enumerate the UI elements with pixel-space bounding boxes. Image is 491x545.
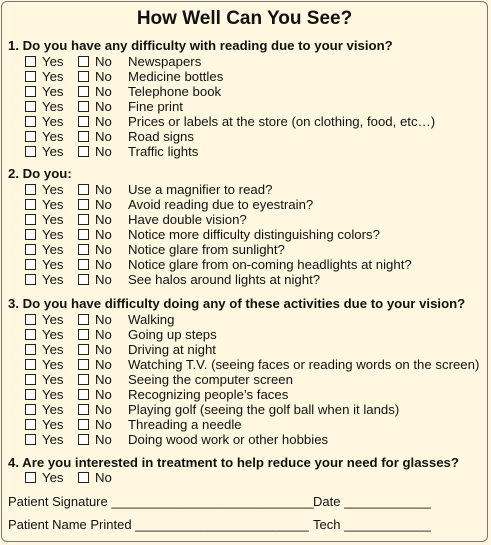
yes-option[interactable] [25,272,64,287]
yes-label: Yes [42,242,64,257]
no-label: No [95,242,112,257]
yes-checkbox[interactable] [25,314,36,325]
yes-checkbox[interactable] [25,359,36,370]
no-option[interactable] [78,227,112,242]
item-label: Use a magnifier to read? [128,182,273,197]
yes-option[interactable] [25,432,64,447]
item-label: Newspapers [128,54,202,69]
yes-option[interactable] [25,69,64,84]
no-option[interactable] [78,54,112,69]
no-option[interactable] [78,432,112,447]
no-checkbox[interactable] [78,214,89,225]
yes-option[interactable] [25,227,64,242]
no-option[interactable] [78,257,112,272]
yes-checkbox[interactable] [25,434,36,445]
item-label: Walking [128,312,175,327]
no-label: No [95,197,112,212]
item-label: Driving at night [128,342,216,357]
no-option[interactable] [78,84,112,99]
no-label: No [95,432,112,447]
item-label: Road signs [128,129,194,144]
yes-option[interactable] [25,242,64,257]
yes-checkbox[interactable] [25,199,36,210]
no-label: No [95,372,112,387]
item-label: Prices or labels at the store (on clothing, food, etc…) [128,114,436,129]
item-label: Playing golf (seeing the golf ball when it lands) [128,402,400,417]
yes-label: Yes [42,114,64,129]
yes-label: Yes [42,257,64,272]
yes-label: Yes [42,272,64,287]
yes-label: Yes [42,69,64,84]
yes-checkbox[interactable] [25,329,36,340]
yes-label: Yes [42,372,64,387]
no-label: No [95,272,112,287]
no-label: No [95,84,112,99]
yes-label: Yes [42,470,64,485]
yes-checkbox[interactable] [25,472,36,483]
yes-label: Yes [42,357,64,372]
no-checkbox[interactable] [78,259,89,270]
no-checkbox[interactable] [78,229,89,240]
yes-label: Yes [42,342,64,357]
yes-option[interactable] [25,84,64,99]
question-1: 1. Do you have any difficulty with reading due to your vision? [8,38,393,53]
no-option[interactable] [78,212,112,227]
yes-checkbox[interactable] [25,259,36,270]
no-checkbox[interactable] [78,404,89,415]
yes-label: Yes [42,129,64,144]
item-label: Notice glare from on-coming headlights at night? [128,257,412,272]
yes-option[interactable] [25,144,64,159]
yes-label: Yes [42,182,64,197]
yes-label: Yes [42,99,64,114]
yes-label: Yes [42,144,64,159]
yes-label: Yes [42,54,64,69]
form-title: How Well Can You See? [136,8,353,29]
no-checkbox[interactable] [78,274,89,285]
yes-checkbox[interactable] [25,101,36,112]
yes-checkbox[interactable] [25,244,36,255]
item-label: Seeing the computer screen [128,372,293,387]
no-label: No [95,402,112,417]
no-checkbox[interactable] [78,146,89,157]
yes-checkbox[interactable] [25,389,36,400]
no-checkbox[interactable] [78,434,89,445]
no-label: No [95,312,112,327]
yes-checkbox[interactable] [25,71,36,82]
no-label: No [95,114,112,129]
no-checkbox[interactable] [78,244,89,255]
item-label: Fine print [128,99,183,114]
item-label: Recognizing people’s faces [128,387,289,402]
no-checkbox[interactable] [78,374,89,385]
yes-label: Yes [42,402,64,417]
yes-label: Yes [42,432,64,447]
no-label: No [95,99,112,114]
yes-option[interactable] [25,357,64,372]
no-label: No [95,144,112,159]
item-label: Have double vision? [128,212,247,227]
yes-option[interactable] [25,257,64,272]
yes-checkbox[interactable] [25,146,36,157]
yes-option[interactable] [25,212,64,227]
no-checkbox[interactable] [78,359,89,370]
yes-checkbox[interactable] [25,274,36,285]
item-label: Threading a needle [128,417,242,432]
yes-option[interactable] [25,387,64,402]
yes-checkbox[interactable] [25,86,36,97]
yes-label: Yes [42,312,64,327]
no-option[interactable] [78,114,112,129]
yes-label: Yes [42,417,64,432]
item-label: See halos around lights at night? [128,272,321,287]
yes-checkbox[interactable] [25,116,36,127]
no-option[interactable] [78,470,112,485]
no-label: No [95,357,112,372]
no-option[interactable] [78,144,112,159]
yes-label: Yes [42,387,64,402]
no-checkbox[interactable] [78,329,89,340]
yes-checkbox[interactable] [25,184,36,195]
no-checkbox[interactable] [78,56,89,67]
item-label: Traffic lights [128,144,199,159]
no-checkbox[interactable] [78,314,89,325]
item-label: Medicine bottles [128,69,224,84]
no-label: No [95,227,112,242]
item-label: Notice more difficulty distinguishing colors? [128,227,380,242]
yes-option[interactable] [25,417,64,432]
item-label: Notice glare from sunlight? [128,242,285,257]
no-checkbox[interactable] [78,344,89,355]
no-checkbox[interactable] [78,71,89,82]
yes-checkbox[interactable] [25,56,36,67]
no-option[interactable] [78,69,112,84]
no-label: No [95,342,112,357]
yes-option[interactable] [25,372,64,387]
patient-signature-field[interactable]: Patient Signature ____________________________ [8,494,314,509]
yes-checkbox[interactable] [25,131,36,142]
no-label: No [95,69,112,84]
no-label: No [95,387,112,402]
no-option[interactable] [78,99,112,114]
question-3: 3. Do you have difficulty doing any of these activities due to your vision? [8,296,466,311]
no-checkbox[interactable] [78,419,89,430]
no-checkbox[interactable] [78,101,89,112]
date-field[interactable]: Date ____________ [313,494,431,509]
yes-option[interactable] [25,470,64,485]
yes-label: Yes [42,212,64,227]
no-option[interactable] [78,372,112,387]
yes-option[interactable] [25,402,64,417]
no-option[interactable] [78,129,112,144]
question-2: 2. Do you: [8,166,72,181]
yes-option[interactable] [25,114,64,129]
patient-name-printed-field[interactable]: Patient Name Printed ________________________ [8,517,309,532]
yes-checkbox[interactable] [25,344,36,355]
yes-checkbox[interactable] [25,229,36,240]
no-label: No [95,54,112,69]
no-checkbox[interactable] [78,131,89,142]
yes-option[interactable] [25,327,64,342]
no-option[interactable] [78,417,112,432]
no-label: No [95,182,112,197]
item-label: Doing wood work or other hobbies [128,432,329,447]
no-label: No [95,327,112,342]
no-label: No [95,257,112,272]
no-option[interactable] [78,342,112,357]
yes-checkbox[interactable] [25,214,36,225]
yes-option[interactable] [25,312,64,327]
yes-checkbox[interactable] [25,374,36,385]
no-option[interactable] [78,402,112,417]
no-label: No [95,129,112,144]
yes-label: Yes [42,327,64,342]
no-checkbox[interactable] [78,184,89,195]
no-option[interactable] [78,387,112,402]
no-label: No [95,470,112,485]
question-4: 4. Are you interested in treatment to help reduce your need for glasses? [8,455,459,470]
no-checkbox[interactable] [78,472,89,483]
tech-field[interactable]: Tech ____________ [313,517,431,532]
yes-label: Yes [42,227,64,242]
item-label: Going up steps [128,327,217,342]
no-label: No [95,212,112,227]
no-checkbox[interactable] [78,199,89,210]
no-checkbox[interactable] [78,389,89,400]
yes-label: Yes [42,197,64,212]
no-option[interactable] [78,357,112,372]
yes-option[interactable] [25,129,64,144]
item-label: Telephone book [128,84,222,99]
yes-option[interactable] [25,197,64,212]
no-label: No [95,417,112,432]
yes-option[interactable] [25,342,64,357]
yes-option[interactable] [25,54,64,69]
yes-option[interactable] [25,182,64,197]
no-option[interactable] [78,327,112,342]
yes-option[interactable] [25,99,64,114]
no-option[interactable] [78,182,112,197]
yes-label: Yes [42,84,64,99]
no-option[interactable] [78,197,112,212]
yes-checkbox[interactable] [25,419,36,430]
no-option[interactable] [78,272,112,287]
no-checkbox[interactable] [78,116,89,127]
yes-checkbox[interactable] [25,404,36,415]
item-label: Avoid reading due to eyestrain? [128,197,314,212]
no-option[interactable] [78,312,112,327]
item-label: Watching T.V. (seeing faces or reading words on the screen) [128,357,480,372]
no-checkbox[interactable] [78,86,89,97]
no-option[interactable] [78,242,112,257]
